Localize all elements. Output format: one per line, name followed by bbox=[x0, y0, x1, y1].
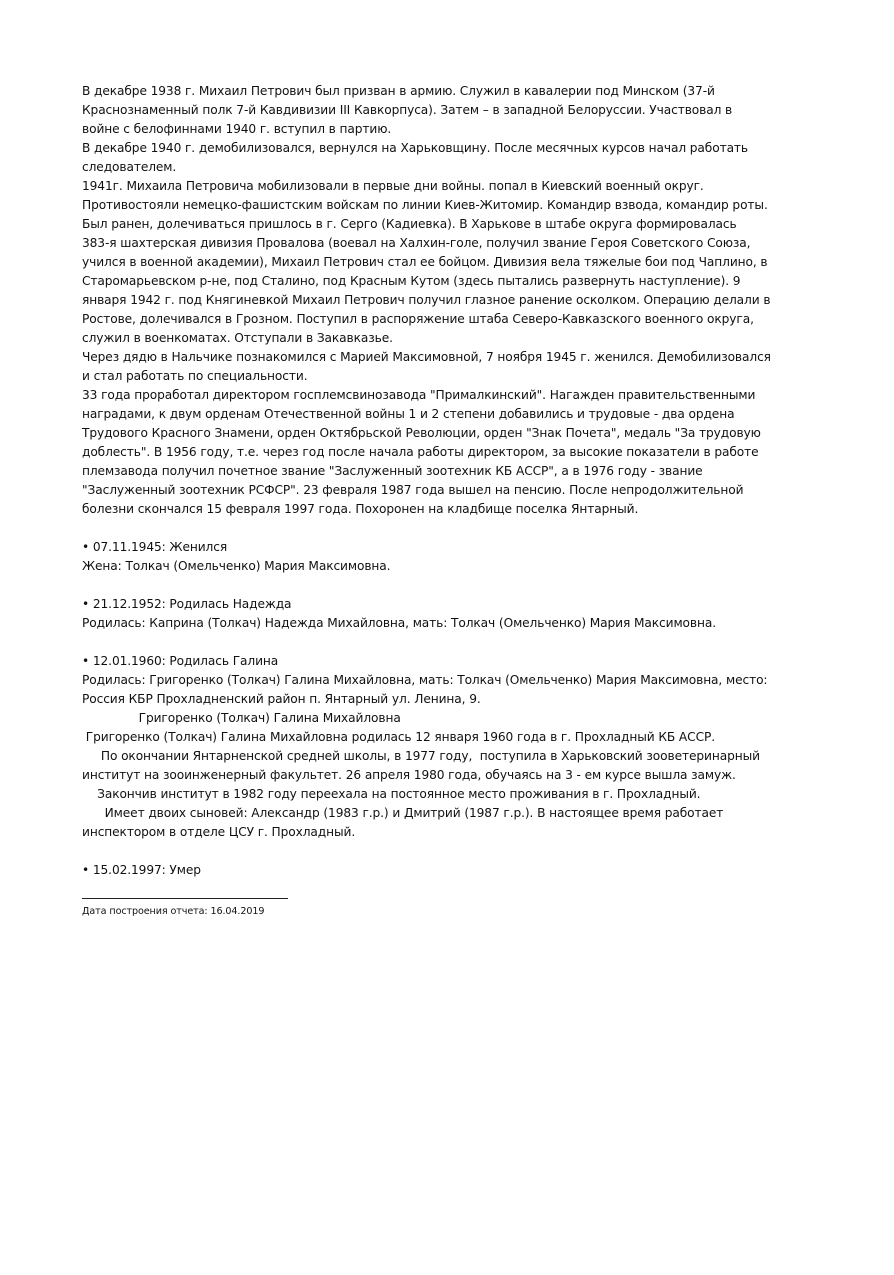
event-detail: Россия КБР Прохладненский район п. Янтарный ул. Ленина, 9. bbox=[82, 692, 481, 706]
event-detail: Закончив институт в 1982 году переехала на постоянное место проживания в г. Прохладный. bbox=[82, 787, 701, 801]
bio-paragraph: В декабре 1938 г. Михаил Петрович был призван в армию. Служил в кавалерии под Минском (37-й Краснознаменный полк 7-й Кавдивизии III Кавкорпуса). Затем – в западной Белоруссии. Участвовал в войне с белофиннами 1940 г. вступил в партию. bbox=[82, 84, 733, 136]
bio-paragraph: В декабре 1940 г. демобилизовался, вернулся на Харьковщину. После месячных курсов начал работать следователем. bbox=[82, 141, 749, 174]
event-detail: Родилась: Каприна (Толкач) Надежда Михайловна, мать: Толкач (Омельченко) Мария Максимовна. bbox=[82, 616, 716, 630]
bio-paragraph: 1941г. Михаила Петровича мобилизовали в первые дни войны. попал в Киевский военный округ. Противостояли немецко-фашистским войскам по линии Киев-Житомир. Командир взвода, командир роты. Был ранен, долечиваться пришлось в г. Серго (Кадиевка). В Харькове в штабе округа формировалась 383-я шахтерская дивизия Провалова (воевал на Халхин-голе, получил звание Героя Советского Союза, учился в военной академии), Михаил Петрович стал ее бойцом. Дивизия вела тяжелые бои под Чаплино, в Старомарьевском р-не, под Сталино, под Красным Кутом (здесь пытались развернуть наступление). 9 января 1942 г. под Княгиневкой Михаил Петрович получил глазное ранение осколком. Операцию делали в Ростове, долечивался в Грозном. Поступил в распоряжение штаба Северо-Кавказского военного округа, служил в военкоматах. Отступали в Закавказье. bbox=[82, 179, 771, 345]
event-title: • 07.11.1945: Женился bbox=[82, 540, 228, 554]
event-detail: Жена: Толкач (Омельченко) Мария Максимовна. bbox=[82, 559, 391, 573]
event-birth-galina bbox=[82, 652, 814, 842]
bio-paragraph: 33 года проработал директором госплемсвинозавода "Прималкинский". Нагажден правительственными наградами, к двум орденам Отечественной войны 1 и 2 степени добавились и трудовые - два ордена Трудового Красного Знамени, орден Октябрьской Революции, орден "Знак Почета", медаль "За трудовую доблесть". В 1956 году, т.е. через год после начала работы директором, за высокие показатели в работе племзавода получил почетное звание "Заслуженный зоотехник КБ АССР", а в 1976 году - звание "Заслуженный зоотехник РСФСР". 23 февраля 1987 года вышел на пенсию. После непродолжительной болезни скончался 15 февраля 1997 года. Похоронен на кладбище поселка Янтарный. bbox=[82, 388, 761, 516]
event-detail: институт на зооинженерный факультет. 26 апреля 1980 года, обучаясь на 3 - ем курсе вышла замуж. bbox=[82, 768, 736, 782]
event-detail: По окончании Янтарненской средней школы, в 1977 году, поступила в Харьковский зооветеринарный bbox=[82, 749, 760, 763]
biography-section bbox=[82, 82, 814, 519]
event-marriage bbox=[82, 538, 814, 576]
event-detail: Родилась: Григоренко (Толкач) Галина Михайловна, мать: Толкач (Омельченко) Мария Максимовна, место: bbox=[82, 673, 768, 687]
event-title: • 21.12.1952: Родилась Надежда bbox=[82, 597, 292, 611]
event-title: • 12.01.1960: Родилась Галина bbox=[82, 654, 279, 668]
event-detail: Имеет двоих сыновей: Александр (1983 г.р.) и Дмитрий (1987 г.р.). В настоящее время работает bbox=[82, 806, 724, 820]
event-death bbox=[82, 861, 814, 880]
report-page bbox=[82, 82, 814, 919]
bio-paragraph: Через дядю в Нальчике познакомился с Марией Максимовной, 7 ноября 1945 г. женился. Демобилизовался и стал работать по специальности. bbox=[82, 350, 771, 383]
report-date: Дата построения отчета: 16.04.2019 bbox=[82, 906, 265, 917]
event-title: • 15.02.1997: Умер bbox=[82, 863, 201, 877]
event-detail: инспектором в отделе ЦСУ г. Прохладный. bbox=[82, 825, 356, 839]
event-birth-nadezhda bbox=[82, 595, 814, 633]
event-detail: Григоренко (Толкач) Галина Михайловна родилась 12 января 1960 года в г. Прохладный КБ АССР. bbox=[82, 730, 715, 744]
footer-divider bbox=[82, 898, 288, 899]
event-detail: Григоренко (Толкач) Галина Михайловна bbox=[82, 711, 401, 725]
